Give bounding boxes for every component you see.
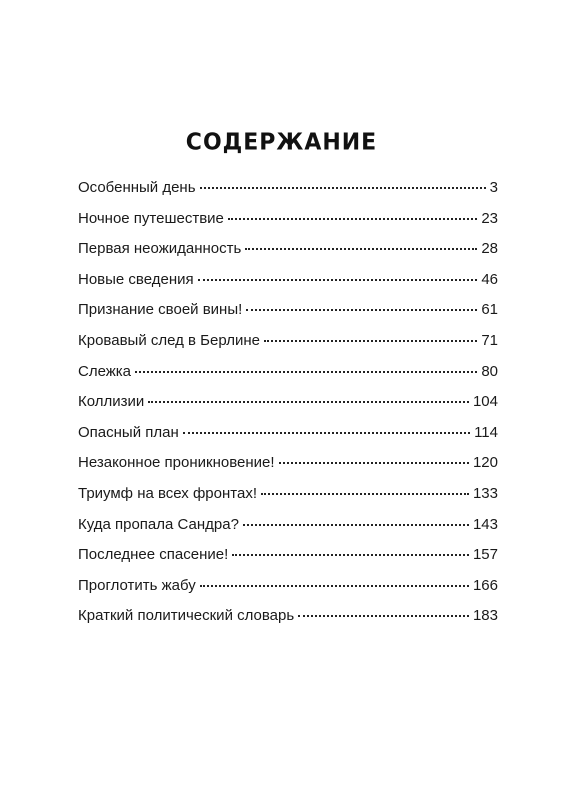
toc-entry-title: Незаконное проникновение! xyxy=(78,454,275,472)
toc-entry-title: Краткий политический словарь xyxy=(78,607,295,625)
dot-leader xyxy=(298,615,469,617)
toc-entry-page: 104 xyxy=(472,393,498,411)
toc-entry-title: Триумф на всех фронтах! xyxy=(78,484,257,502)
toc-entry xyxy=(78,393,498,424)
toc-entry-page: 183 xyxy=(472,607,498,625)
toc-entry-title: Опасный план xyxy=(78,423,179,441)
toc-entry xyxy=(78,179,498,210)
toc-entry-title: Проглотить жабу xyxy=(78,576,196,594)
toc-entry xyxy=(78,454,498,485)
toc-entry-title: Последнее спасение! xyxy=(78,546,229,564)
dot-leader xyxy=(135,371,477,373)
dot-leader xyxy=(183,432,470,434)
toc-entry-title: Особенный день xyxy=(78,179,196,196)
toc-entry xyxy=(78,577,498,608)
toc-entry-title: Куда пропала Сандра? xyxy=(78,515,239,533)
table-of-contents xyxy=(78,179,498,638)
toc-entry xyxy=(78,516,498,547)
toc-entry-page: 71 xyxy=(481,331,498,349)
dot-leader xyxy=(148,401,469,403)
page-title: СОДЕРЖАНИЕ xyxy=(185,129,378,156)
dot-leader xyxy=(264,340,477,342)
toc-entry-page: 120 xyxy=(472,454,498,472)
dot-leader xyxy=(246,309,477,311)
toc-entry xyxy=(78,424,498,455)
dot-leader xyxy=(200,585,469,587)
toc-entry xyxy=(78,332,498,363)
toc-entry-title: Кровавый след в Берлине xyxy=(78,331,260,349)
dot-leader xyxy=(200,187,486,189)
toc-entry-title: Признание своей вины! xyxy=(78,301,243,319)
toc-entry xyxy=(78,301,498,332)
toc-entry-page: 157 xyxy=(472,546,498,564)
dot-leader xyxy=(245,248,477,250)
toc-entry-page: 28 xyxy=(481,240,498,258)
toc-entry-page: 46 xyxy=(481,270,498,288)
toc-entry-title: Ночное путешествие xyxy=(78,209,224,227)
toc-entry xyxy=(78,240,498,271)
dot-leader xyxy=(232,554,469,556)
toc-entry xyxy=(78,607,498,638)
toc-entry-title: Слежка xyxy=(78,362,132,380)
toc-entry-page: 80 xyxy=(481,362,498,380)
toc-entry-page: 143 xyxy=(472,515,498,533)
toc-entry-page: 133 xyxy=(472,484,498,502)
toc-entry xyxy=(78,271,498,302)
toc-entry-page: 166 xyxy=(472,576,498,594)
dot-leader xyxy=(261,493,469,495)
toc-entry xyxy=(78,210,498,241)
toc-entry-page: 3 xyxy=(489,179,498,196)
toc-entry-page: 23 xyxy=(481,209,498,227)
toc-entry xyxy=(78,363,498,394)
toc-entry-page: 114 xyxy=(474,423,498,441)
dot-leader xyxy=(228,218,477,220)
dot-leader xyxy=(198,279,478,281)
dot-leader xyxy=(279,462,469,464)
dot-leader xyxy=(243,524,469,526)
toc-entry-title: Первая неожиданность xyxy=(78,240,242,258)
toc-entry-title: Новые сведения xyxy=(78,270,194,288)
toc-entry xyxy=(78,485,498,516)
toc-entry-page: 61 xyxy=(481,301,498,319)
toc-entry xyxy=(78,546,498,577)
toc-entry-title: Коллизии xyxy=(78,393,145,411)
